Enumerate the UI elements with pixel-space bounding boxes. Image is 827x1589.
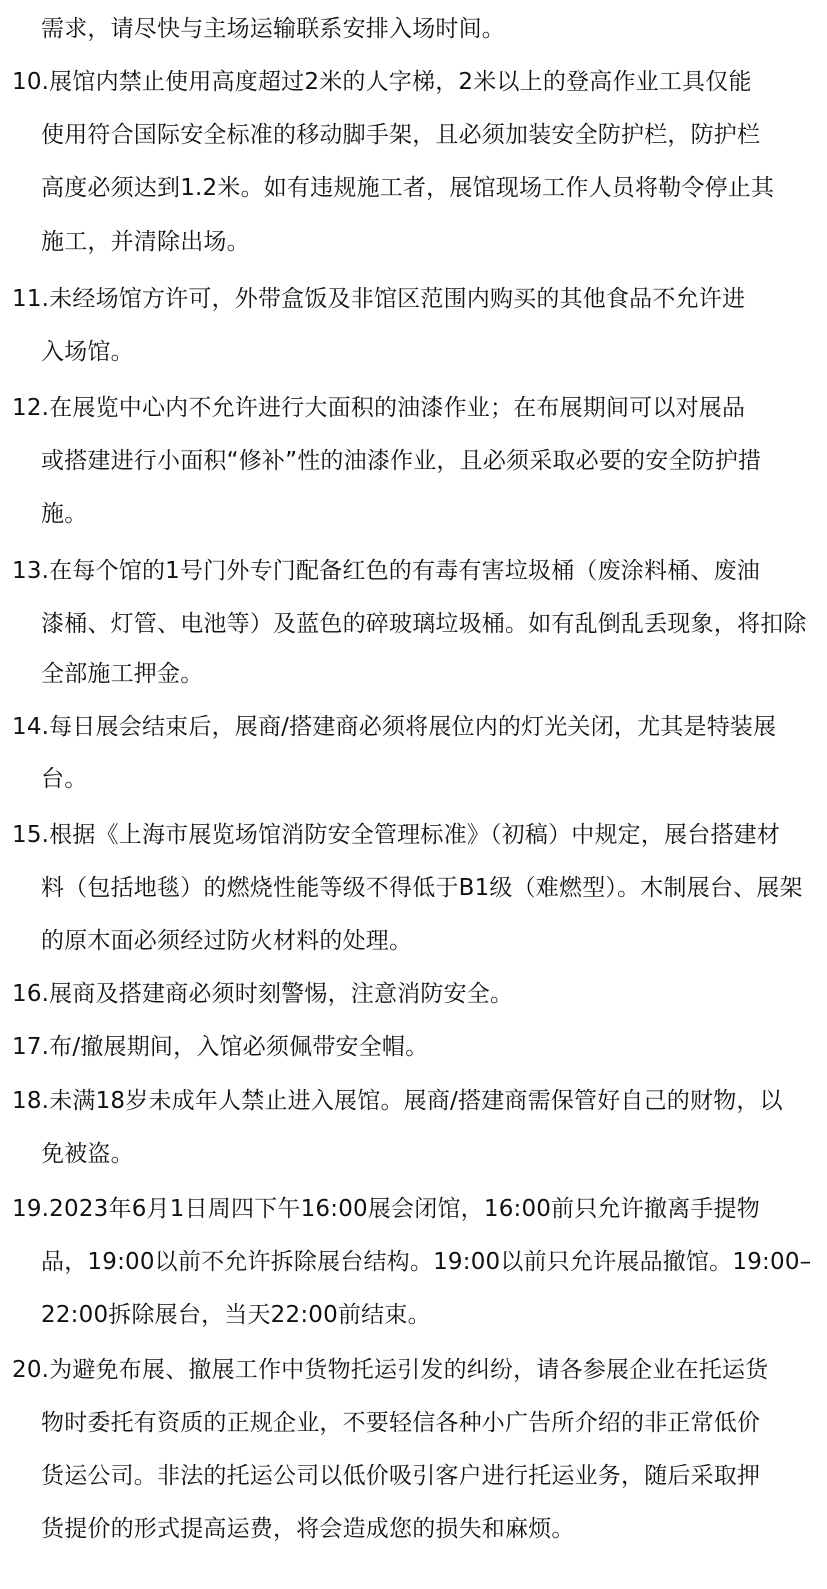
text-line: 19.2023年6月1日周四下午16:00展会闭馆，16:00前只允许撤离手提物 — [12, 1196, 760, 1222]
text-line: 货提价的形式提高运费，将会造成您的损失和麻烦。 — [41, 1516, 575, 1542]
text-line: 台。 — [41, 766, 88, 792]
text-line: 10.展馆内禁止使用高度超过2米的人字梯，2米以上的登高作业工具仅能 — [12, 69, 752, 95]
text-line: 13.在每个馆的1号门外专门配备红色的有毒有害垃圾桶（废涂料桶、废油 — [12, 558, 761, 584]
text-line: 的原木面必须经过防火材料的处理。 — [41, 928, 413, 954]
text-line: 17.布/撤展期间，入馆必须佩带安全帽。 — [12, 1034, 429, 1060]
text-line: 18.未满18岁未成年人禁止进入展馆。展商/搭建商需保管好自己的财物，以 — [12, 1088, 783, 1114]
text-line: 漆桶、灯管、电池等）及蓝色的碎玻璃垃圾桶。如有乱倒乱丢现象，将扣除 — [41, 611, 807, 637]
text-line: 16.展商及搭建商必须时刻警惕，注意消防安全。 — [12, 981, 514, 1007]
text-line: 货运公司。非法的托运公司以低价吸引客户进行托运业务，随后采取押 — [41, 1463, 761, 1489]
text-line: 需求，请尽快与主场运输联系安排入场时间。 — [41, 16, 505, 42]
text-line: 或搭建进行小面积“修补”性的油漆作业，且必须采取必要的安全防护措 — [41, 448, 762, 474]
text-line: 免被盗。 — [41, 1141, 134, 1167]
text-line: 全部施工押金。 — [41, 661, 204, 687]
text-line: 施工，并清除出场。 — [41, 229, 250, 255]
text-line: 11.未经场馆方许可，外带盒饭及非馆区范围内购买的其他食品不允许进 — [12, 286, 746, 312]
text-line: 22:00拆除展台，当天22:00前结束。 — [41, 1302, 431, 1328]
text-line: 品，19:00以前不允许拆除展台结构。19:00以前只允许展品撤馆。19:00– — [41, 1249, 812, 1275]
text-line: 14.每日展会结束后，展商/搭建商必须将展位内的灯光关闭，尤其是特装展 — [12, 714, 777, 740]
text-line: 高度必须达到1.2米。如有违规施工者，展馆现场工作人员将勒令停止其 — [41, 175, 775, 201]
text-line: 使用符合国际安全标准的移动脚手架，且必须加装安全防护栏，防护栏 — [41, 122, 761, 148]
text-line: 20.为避免布展、撤展工作中货物托运引发的纠纷，请各参展企业在托运货 — [12, 1357, 769, 1383]
text-line: 物时委托有资质的正规企业，不要轻信各种小广告所介绍的非正常低价 — [41, 1410, 761, 1436]
text-line: 入场馆。 — [41, 339, 134, 365]
text-line: 施。 — [41, 501, 88, 527]
text-line: 15.根据《上海市展览场馆消防安全管理标准》（初稿）中规定，展台搭建材 — [12, 822, 781, 848]
text-line: 料（包括地毯）的燃烧性能等级不得低于B1级（难燃型）。木制展台、展架 — [41, 875, 803, 901]
text-line: 12.在展览中心内不允许进行大面积的油漆作业；在布展期间可以对展品 — [12, 395, 746, 421]
